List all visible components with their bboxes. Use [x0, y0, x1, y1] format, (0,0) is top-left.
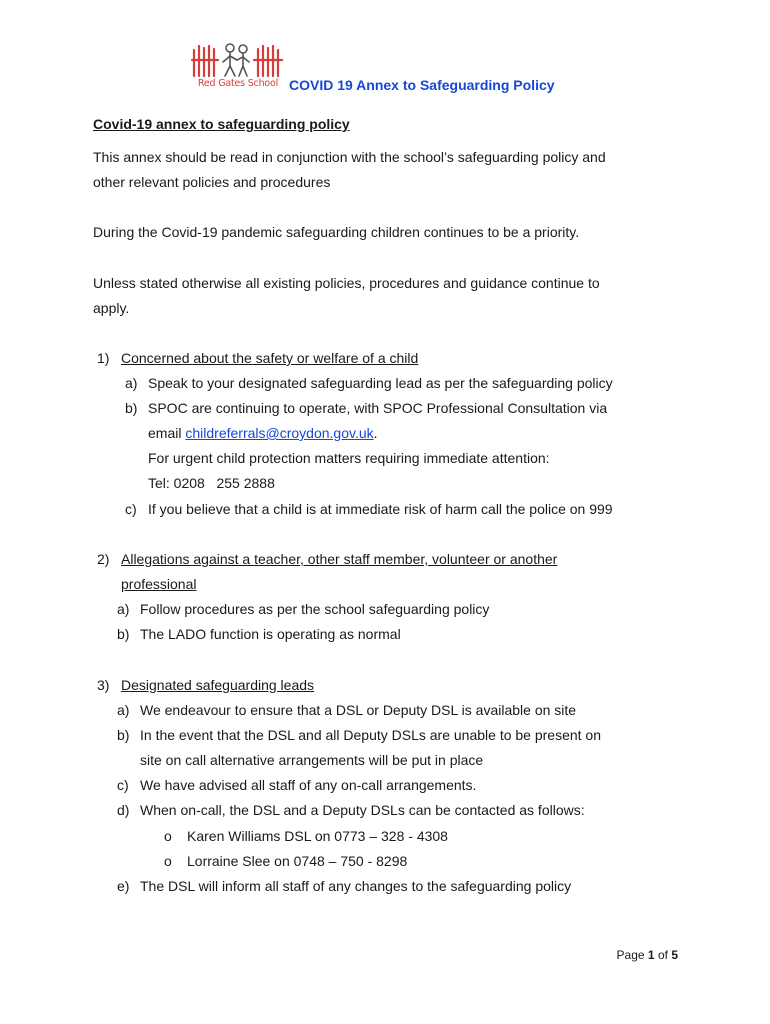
email-link[interactable]: childreferrals@croydon.gov.uk	[185, 425, 374, 441]
section-3-d-marker: d)	[117, 802, 130, 818]
section-1-c-marker: c)	[125, 501, 137, 517]
email-prefix: email	[148, 425, 186, 441]
section-2-title-line-2: professional	[121, 576, 197, 592]
bullet-marker: o	[164, 853, 172, 869]
section-1-item-b-line-3: For urgent child protection matters requiring immediate attention:	[148, 450, 550, 466]
section-1-item-a: Speak to your designated safeguarding lead as per the safeguarding policy	[148, 375, 613, 391]
section-2-a-marker: a)	[117, 601, 130, 617]
section-3-item-b-line-2: site on call alternative arrangements will be put in place	[140, 752, 484, 768]
section-3-item-b-line-1: In the event that the DSL and all Deputy DSLs are unable to be present on	[140, 727, 602, 743]
contact-lorraine-slee: Lorraine Slee on 0748 – 750 - 8298	[187, 853, 408, 869]
intro-paragraph-3-line-1: Unless stated otherwise all existing policies, procedures and guidance continue to	[93, 275, 600, 291]
section-3-title: Designated safeguarding leads	[121, 677, 315, 693]
page-heading: Covid-19 annex to safeguarding policy	[93, 116, 350, 132]
section-3-b-marker: b)	[117, 727, 130, 743]
section-1-item-c: If you believe that a child is at immediate risk of harm call the police on 999	[148, 501, 613, 517]
school-logo	[190, 40, 286, 92]
section-2-number: 2)	[97, 551, 110, 567]
logo-caption: Red Gates School	[197, 78, 279, 89]
bullet-marker: o	[164, 828, 172, 844]
section-1-item-b-line-1: SPOC are continuing to operate, with SPOC Professional Consultation via	[148, 400, 608, 416]
section-2-title-line-1: Allegations against a teacher, other staff member, volunteer or another	[121, 551, 558, 567]
section-1-title: Concerned about the safety or welfare of a child	[121, 350, 419, 366]
page-word: Page	[616, 948, 645, 962]
section-1-item-b-email-line	[148, 421, 378, 446]
section-2-b-marker: b)	[117, 626, 130, 642]
contact-karen-williams: Karen Williams DSL on 0773 – 328 - 4308	[187, 828, 448, 844]
intro-line-1: This annex should be read in conjunction with the school’s safeguarding policy and	[93, 149, 606, 165]
section-3-number: 3)	[97, 677, 110, 693]
section-3-a-marker: a)	[117, 702, 130, 718]
section-3-c-marker: c)	[117, 777, 129, 793]
school-logo-graphic	[190, 40, 286, 80]
section-2-item-a: Follow procedures as per the school safeguarding policy	[140, 601, 490, 617]
section-3-item-d: When on-call, the DSL and a Deputy DSLs can be contacted as follows:	[140, 802, 585, 818]
email-suffix: .	[373, 425, 378, 441]
intro-paragraph-3-line-2: apply.	[93, 300, 130, 316]
section-3-e-marker: e)	[117, 878, 130, 894]
header-title: COVID 19 Annex to Safeguarding Policy	[289, 77, 555, 93]
section-1-number: 1)	[97, 350, 110, 366]
section-1-item-b-phone: Tel: 0208 255 2888	[148, 475, 275, 491]
section-3-item-e: The DSL will inform all staff of any changes to the safeguarding policy	[140, 878, 572, 894]
section-3-item-c: We have advised all staff of any on-call arrangements.	[140, 777, 477, 793]
intro-paragraph-2: During the Covid-19 pandemic safeguarding children continues to be a priority.	[93, 224, 580, 240]
section-1-a-marker: a)	[125, 375, 138, 391]
of-word: of	[657, 948, 668, 962]
intro-line-2: other relevant policies and procedures	[93, 174, 331, 190]
section-2-item-b: The LADO function is operating as normal	[140, 626, 401, 642]
section-1-b-marker: b)	[125, 400, 138, 416]
total-pages: 5	[671, 948, 678, 962]
page-number	[617, 948, 678, 962]
section-3-item-a: We endeavour to ensure that a DSL or Deputy DSL is available on site	[140, 702, 577, 718]
current-page: 1	[647, 948, 655, 962]
